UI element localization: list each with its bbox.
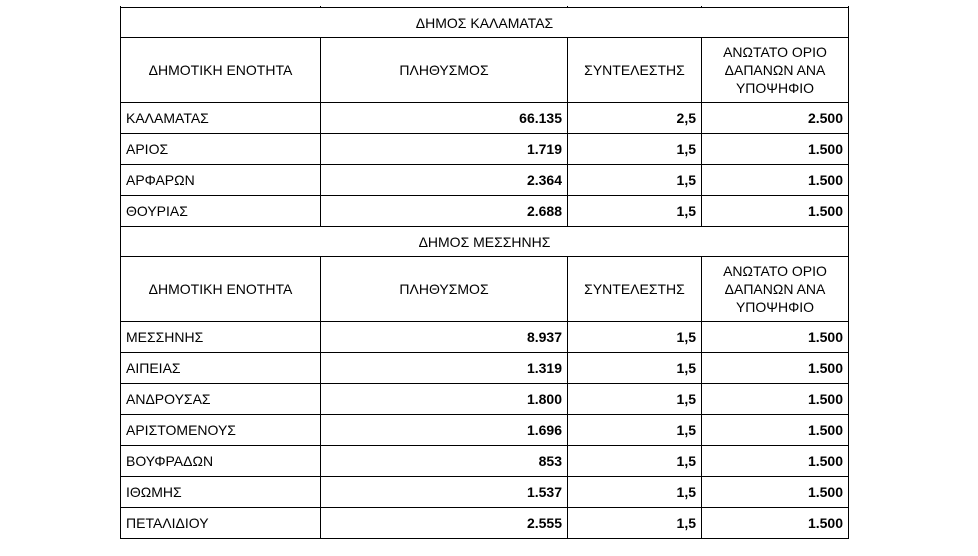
header-max-spending: ΑΝΩΤΑΤΟ ΟΡΙΟ ΔΑΠΑΝΩΝ ΑΝΑ ΥΠΟΨΗΦΙΟ <box>702 38 849 103</box>
cell-area: ΠΕΤΑΛΙΔΙΟΥ <box>121 508 321 539</box>
column-header-row <box>121 257 849 322</box>
table-row <box>121 165 849 196</box>
cell-population: 1.537 <box>321 477 568 508</box>
cell-area: ΘΟΥΡΙΑΣ <box>121 196 321 227</box>
table-row <box>121 477 849 508</box>
header-area: ΔΗΜΟΤΙΚΗ ΕΝΟΤΗΤΑ <box>121 257 321 322</box>
cell-max-spending: 2.500 <box>702 103 849 134</box>
table-row <box>121 134 849 165</box>
cell-population: 1.719 <box>321 134 568 165</box>
cell-max-spending: 1.500 <box>702 446 849 477</box>
cell-population: 2.555 <box>321 508 568 539</box>
table-row <box>121 353 849 384</box>
header-population: ΠΛΗΘΥΣΜΟΣ <box>321 38 568 103</box>
cell-max-spending: 1.500 <box>702 384 849 415</box>
cell-coefficient: 1,5 <box>568 134 702 165</box>
cell-area: ΑΡΦΑΡΩΝ <box>121 165 321 196</box>
cell-area: ΚΑΛΑΜΑΤΑΣ <box>121 103 321 134</box>
cell-population: 1.696 <box>321 415 568 446</box>
cell-max-spending: 1.500 <box>702 196 849 227</box>
cell-area: ΜΕΣΣΗΝΗΣ <box>121 322 321 353</box>
cell-population: 2.364 <box>321 165 568 196</box>
header-coefficient: ΣΥΝΤΕΛΕΣΤΗΣ <box>568 257 702 322</box>
spending-limits-table <box>120 6 849 539</box>
table-row <box>121 446 849 477</box>
cell-population: 1.319 <box>321 353 568 384</box>
table-row <box>121 322 849 353</box>
cell-coefficient: 1,5 <box>568 165 702 196</box>
section-title-row <box>121 8 849 38</box>
cell-max-spending: 1.500 <box>702 165 849 196</box>
cell-area: ΒΟΥΦΡΑΔΩΝ <box>121 446 321 477</box>
cell-max-spending: 1.500 <box>702 477 849 508</box>
cell-area: ΑΡΙΟΣ <box>121 134 321 165</box>
cell-coefficient: 1,5 <box>568 353 702 384</box>
cell-area: ΑΙΠΕΙΑΣ <box>121 353 321 384</box>
section-title-row <box>121 227 849 257</box>
cell-coefficient: 1,5 <box>568 446 702 477</box>
table-row <box>121 508 849 539</box>
column-header-row <box>121 38 849 103</box>
header-coefficient: ΣΥΝΤΕΛΕΣΤΗΣ <box>568 38 702 103</box>
cell-coefficient: 1,5 <box>568 196 702 227</box>
cell-max-spending: 1.500 <box>702 322 849 353</box>
cell-max-spending: 1.500 <box>702 508 849 539</box>
cell-area: ΑΝΔΡΟΥΣΑΣ <box>121 384 321 415</box>
cell-population: 66.135 <box>321 103 568 134</box>
cell-population: 8.937 <box>321 322 568 353</box>
cell-coefficient: 1,5 <box>568 322 702 353</box>
section-title: ΔΗΜΟΣ ΜΕΣΣΗΝΗΣ <box>121 227 849 257</box>
cell-area: ΙΘΩΜΗΣ <box>121 477 321 508</box>
table-row <box>121 196 849 227</box>
cell-max-spending: 1.500 <box>702 353 849 384</box>
cell-coefficient: 2,5 <box>568 103 702 134</box>
section-title: ΔΗΜΟΣ ΚΑΛΑΜΑΤΑΣ <box>121 8 849 38</box>
table-body <box>121 6 849 539</box>
cell-population: 853 <box>321 446 568 477</box>
cell-population: 1.800 <box>321 384 568 415</box>
cell-coefficient: 1,5 <box>568 415 702 446</box>
cell-coefficient: 1,5 <box>568 384 702 415</box>
cell-population: 2.688 <box>321 196 568 227</box>
cell-max-spending: 1.500 <box>702 415 849 446</box>
header-area: ΔΗΜΟΤΙΚΗ ΕΝΟΤΗΤΑ <box>121 38 321 103</box>
cell-coefficient: 1,5 <box>568 508 702 539</box>
table-row <box>121 384 849 415</box>
header-max-spending: ΑΝΩΤΑΤΟ ΟΡΙΟ ΔΑΠΑΝΩΝ ΑΝΑ ΥΠΟΨΗΦΙΟ <box>702 257 849 322</box>
header-population: ΠΛΗΘΥΣΜΟΣ <box>321 257 568 322</box>
table-row <box>121 415 849 446</box>
table-row <box>121 103 849 134</box>
cell-area: ΑΡΙΣΤΟΜΕΝΟΥΣ <box>121 415 321 446</box>
cell-coefficient: 1,5 <box>568 477 702 508</box>
cell-max-spending: 1.500 <box>702 134 849 165</box>
